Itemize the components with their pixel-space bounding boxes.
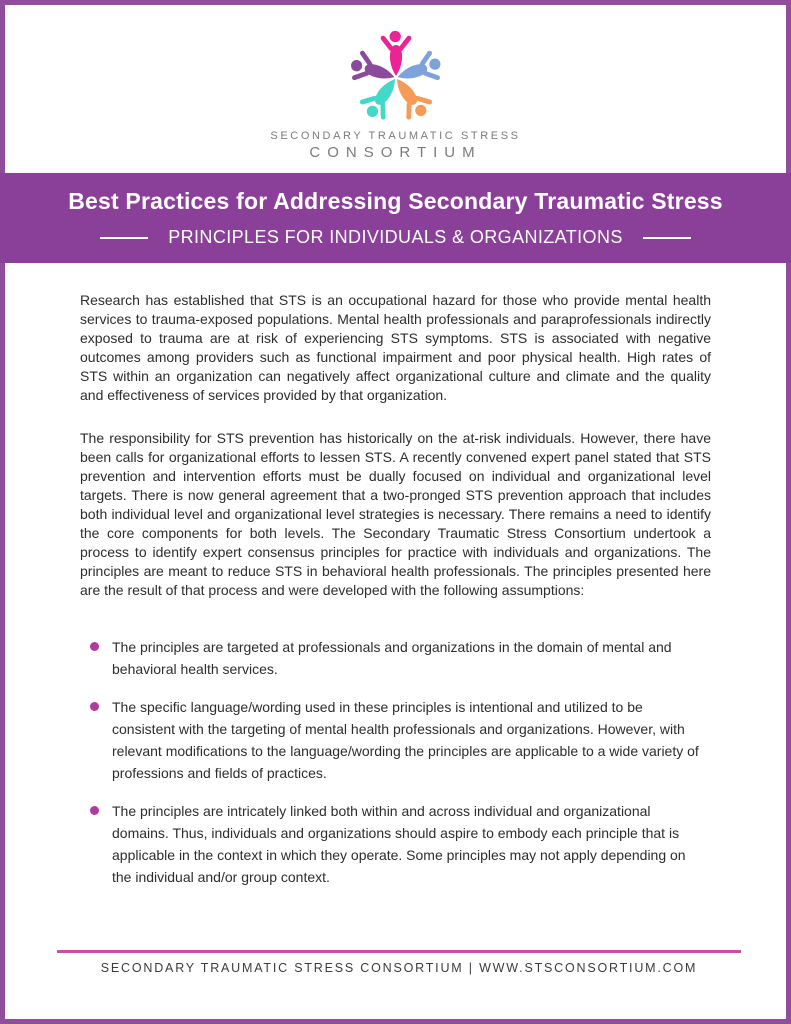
body-content — [80, 291, 711, 888]
consortium-logo-icon — [337, 26, 455, 126]
bullet-icon — [90, 702, 99, 711]
list-item-text: The principles are targeted at professionals and organizations in the domain of mental and behavioral health services. — [112, 639, 672, 677]
subtitle-row — [100, 227, 691, 248]
footer-text: SECONDARY TRAUMATIC STRESS CONSORTIUM | WWW.STSCONSORTIUM.COM — [100, 961, 698, 975]
logo — [0, 0, 791, 161]
paragraph-responsibility: The responsibility for STS prevention has historically on the at-risk individuals. However, there have been calls for organizational efforts to lessen STS. A recently convened expert panel stated that STS prevention and intervention efforts must be dually focused on individual and organizational level targets. There is now general agreement that a two-pronged STS prevention approach that includes both individual level and organizational level strategies is necessary. There remains a need to identify the core components for both levels. The Secondary Traumatic Stress Consortium undertook a process to identify expert consensus principles for practice with individuals and organizations. The principles are meant to reduce STS in behavioral health professionals. The principles presented here are the result of that process and were developed with the following assumptions: — [80, 430, 711, 598]
list-item — [90, 636, 699, 680]
list-item-text: The specific language/wording used in these principles is intentional and utilized to be consistent with the targeting of mental health professionals and organizations. However, with relevant modifications to the language/wording the principles are applicable to a wide variety of professions and fields of practices. — [112, 699, 699, 781]
footer-divider — [57, 950, 741, 953]
subtitle-rule-left — [100, 237, 148, 239]
title-banner — [0, 173, 791, 263]
page-title: Best Practices for Addressing Secondary Traumatic Stress — [68, 188, 723, 214]
paragraph-research: Research has established that STS is an occupational hazard for those who provide mental health services to trauma-exposed populations. Mental health professionals and paraprofessionals indirectly exposed to trauma are at risk of experiencing STS symptoms. STS is associated with negative outcomes among providers such as functional impairment and poor physical health. High rates of STS within an organization can negatively affect organizational culture and climate and the quality and effectiveness of services provided by that organization. — [80, 292, 711, 403]
bullet-icon — [90, 642, 99, 651]
logo-text-line1: SECONDARY TRAUMATIC STRESS — [270, 130, 521, 142]
list-item — [90, 696, 699, 784]
subtitle-rule-right — [643, 237, 691, 239]
page-subtitle: PRINCIPLES FOR INDIVIDUALS & ORGANIZATIONS — [168, 227, 623, 247]
page-footer — [57, 950, 741, 975]
logo-figure-pink — [383, 31, 409, 75]
list-item-text: The principles are intricately linked both within and across individual and organizational domains. Thus, individuals and organizations should aspire to embody each principle that is applicable in the context in which they operate. Some principles may not apply depending on the individual and/or group context. — [112, 803, 686, 885]
list-item — [90, 800, 699, 888]
logo-text-line2: CONSORTIUM — [309, 144, 482, 161]
assumptions-list — [80, 636, 711, 888]
bullet-icon — [90, 806, 99, 815]
